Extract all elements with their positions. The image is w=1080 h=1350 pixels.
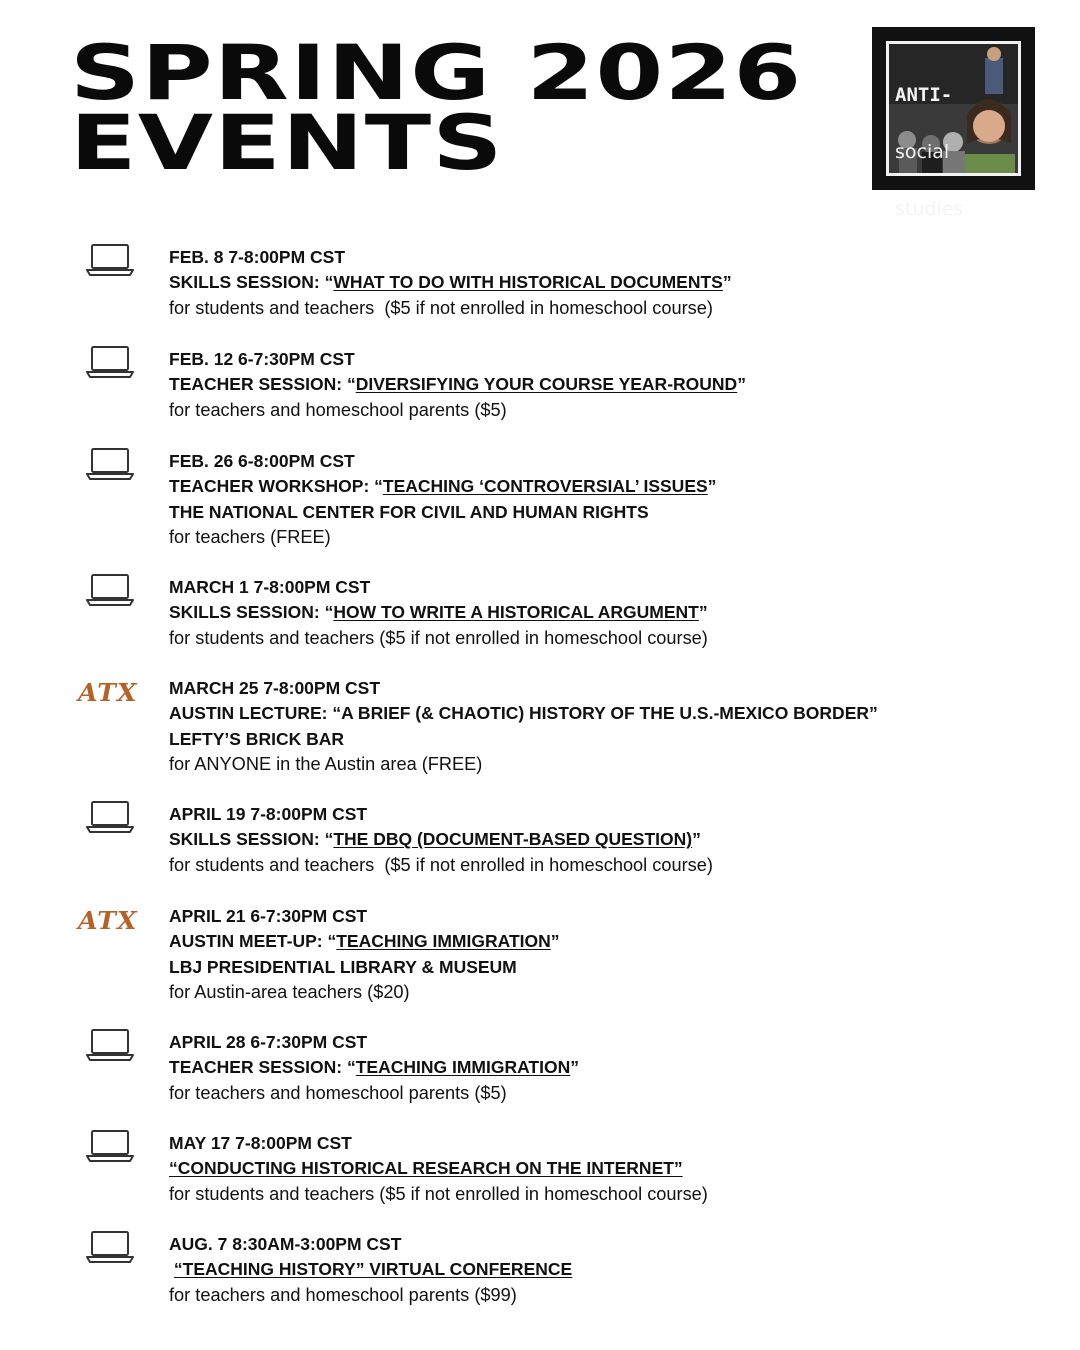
event-session-prefix: AUSTIN LECTURE: “A BRIEF (& CHAOTIC) HISTORY OF THE U.S.-MEXICO BORDER” <box>169 703 878 724</box>
event-title-link[interactable]: DIVERSIFYING YOUR COURSE YEAR-ROUND <box>355 374 738 395</box>
event-audience: for students and teachers ($5 if not enrolled in homeschool course) <box>169 1183 708 1204</box>
event-audience: for Austin-area teachers ($20) <box>169 981 410 1002</box>
event-audience: for teachers and homeschool parents ($99) <box>169 1284 517 1305</box>
event-session-prefix: TEACHER SESSION: “ <box>169 374 356 395</box>
title-line-1: SPRING 2026 <box>70 28 803 117</box>
event-session <box>169 372 746 397</box>
laptop-icon <box>86 345 138 381</box>
event-details <box>169 1131 708 1207</box>
event-date: MARCH 1 7-8:00PM CST <box>169 577 371 597</box>
event-details <box>169 449 716 550</box>
event-details <box>169 904 560 1005</box>
event-session-prefix: SKILLS SESSION: “ <box>169 272 334 293</box>
event-session <box>169 827 713 852</box>
event-date: MARCH 25 7-8:00PM CST <box>169 678 381 698</box>
event-title-link[interactable]: TEACHING ‘CONTROVERSIAL’ ISSUES <box>382 476 708 497</box>
event-session <box>169 929 560 954</box>
event-session <box>169 1257 572 1282</box>
event-date: FEB. 26 6-8:00PM CST <box>169 451 355 471</box>
event-session <box>169 1156 708 1181</box>
event-audience: for students and teachers ($5 if not enrolled in homeschool course) <box>169 627 708 648</box>
event-details <box>169 676 878 777</box>
event-title-link[interactable]: “CONDUCTING HISTORICAL RESEARCH ON THE INTERNET” <box>169 1158 683 1179</box>
event-date: MAY 17 7-8:00PM CST <box>169 1133 352 1153</box>
laptop-icon <box>86 447 138 483</box>
event-session-prefix: TEACHER WORKSHOP: “ <box>169 476 383 497</box>
event-audience: for students and teachers ($5 if not enrolled in homeschool course) <box>169 297 713 318</box>
event-audience: for teachers and homeschool parents ($5) <box>169 399 507 420</box>
event-date: APRIL 19 7-8:00PM CST <box>169 804 368 824</box>
event-audience: for ANYONE in the Austin area (FREE) <box>169 753 483 774</box>
title-line-2: EVENTS <box>70 98 504 187</box>
event-date: APRIL 21 6-7:30PM CST <box>169 906 368 926</box>
event-details <box>169 245 732 321</box>
laptop-icon <box>86 1129 138 1165</box>
event-session-suffix: ” <box>722 272 732 293</box>
event-title-link[interactable]: TEACHING IMMIGRATION <box>336 931 551 952</box>
event-session <box>169 1055 579 1080</box>
event-session-prefix: SKILLS SESSION: “ <box>169 829 334 850</box>
atx-badge-icon: ATX <box>78 906 138 935</box>
event-session <box>169 600 708 625</box>
event-session-prefix: AUSTIN MEET-UP: “ <box>169 931 337 952</box>
event-details <box>169 802 713 878</box>
event-venue: LEFTY’S BRICK BAR <box>169 728 344 749</box>
laptop-icon <box>86 243 138 279</box>
event-title-link[interactable]: THE DBQ (DOCUMENT-BASED QUESTION) <box>333 829 693 850</box>
event-session <box>169 474 716 499</box>
laptop-icon <box>86 573 138 609</box>
event-audience: for students and teachers ($5 if not enrolled in homeschool course) <box>169 854 713 875</box>
event-title-link[interactable]: HOW TO WRITE A HISTORICAL ARGUMENT <box>333 602 699 623</box>
event-venue: LBJ PRESIDENTIAL LIBRARY & MUSEUM <box>169 956 517 977</box>
atx-badge-icon: ATX <box>78 678 138 707</box>
event-session-prefix: SKILLS SESSION: “ <box>169 602 334 623</box>
event-date: AUG. 7 8:30AM-3:00PM CST <box>169 1234 402 1254</box>
event-venue: THE NATIONAL CENTER FOR CIVIL AND HUMAN RIGHTS <box>169 501 649 522</box>
event-session <box>169 270 732 295</box>
event-session-suffix: ” <box>707 476 717 497</box>
event-date: FEB. 12 6-7:30PM CST <box>169 349 355 369</box>
laptop-icon <box>86 1028 138 1064</box>
event-session-suffix: ” <box>737 374 746 395</box>
event-session-suffix: ” <box>698 602 708 623</box>
event-session-suffix: ” <box>550 931 560 952</box>
event-session-suffix: ” <box>570 1057 579 1078</box>
laptop-icon <box>86 1230 138 1266</box>
event-audience: for teachers and homeschool parents ($5) <box>169 1082 507 1103</box>
event-session-suffix: ” <box>692 829 701 850</box>
event-session-prefix: TEACHER SESSION: “ <box>169 1057 356 1078</box>
event-audience: for teachers (FREE) <box>169 526 331 547</box>
laptop-icon <box>86 800 138 836</box>
event-details <box>169 1030 579 1106</box>
event-date: APRIL 28 6-7:30PM CST <box>169 1032 368 1052</box>
event-details <box>169 1232 572 1308</box>
event-date: FEB. 8 7-8:00PM CST <box>169 247 346 267</box>
event-details <box>169 347 746 423</box>
event-details <box>169 575 708 651</box>
event-title-link[interactable]: TEACHING IMMIGRATION <box>355 1057 571 1078</box>
event-title-link[interactable]: WHAT TO DO WITH HISTORICAL DOCUMENTS <box>333 272 723 293</box>
event-title-link[interactable]: “TEACHING HISTORY” VIRTUAL CONFERENCE <box>173 1259 573 1280</box>
event-session <box>169 701 878 726</box>
logo-wordmark: ANTI- social studies <box>895 84 964 220</box>
